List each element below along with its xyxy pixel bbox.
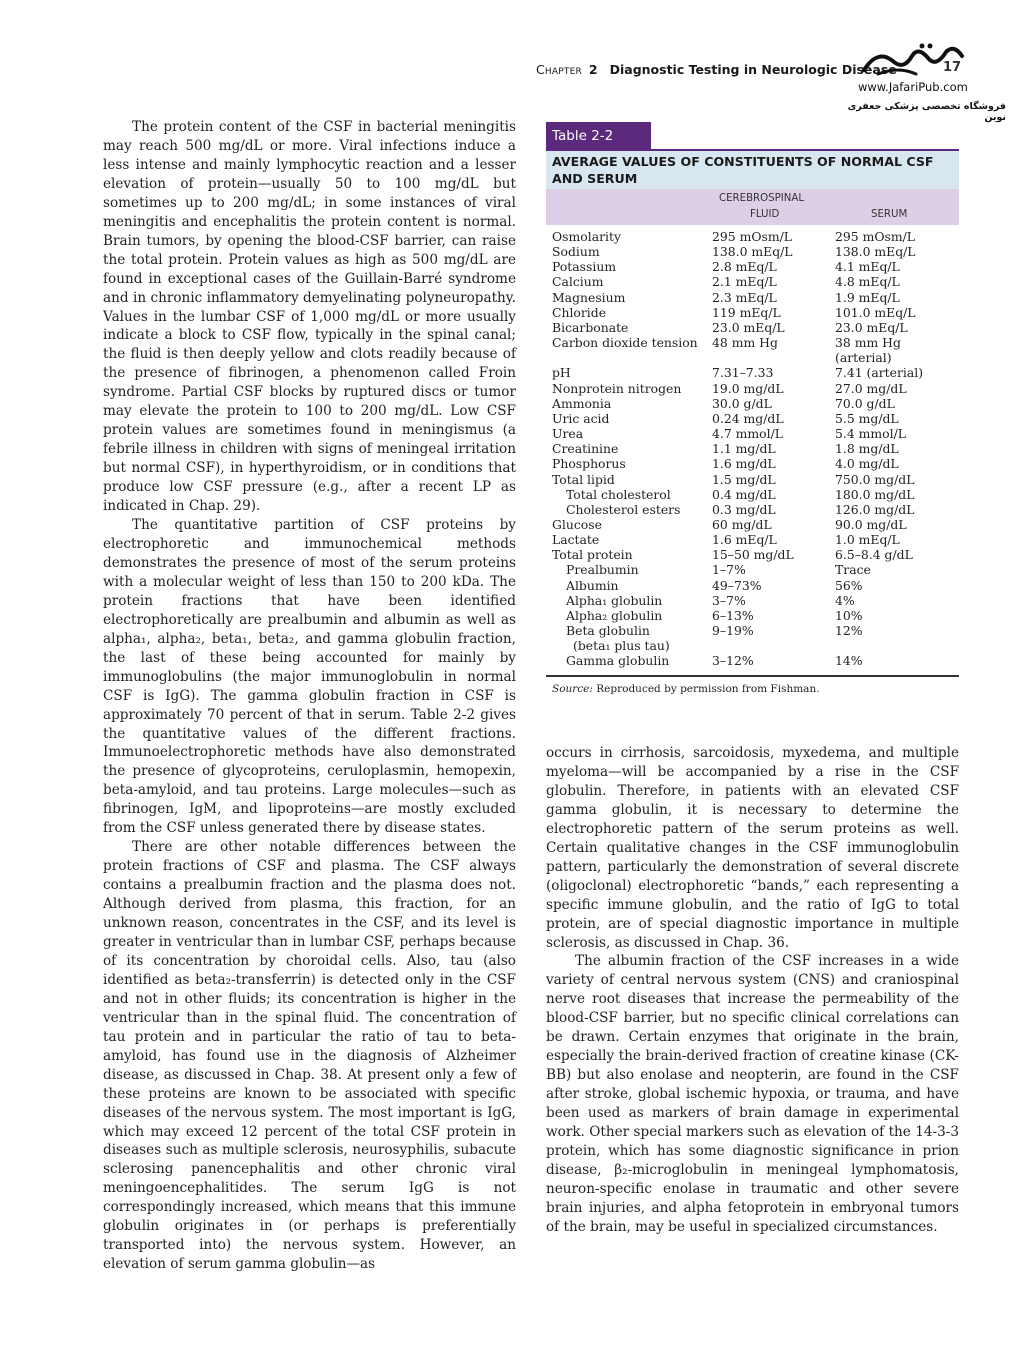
running-header <box>536 62 897 77</box>
page-number: 17 <box>943 60 962 75</box>
table-row <box>546 456 959 471</box>
table-row <box>546 638 959 653</box>
watermark-url: www.JafariPub.com <box>858 80 968 94</box>
serum-value: 1.9 mEq/L <box>835 289 900 305</box>
serum-value: 750.0 mg/dL <box>835 471 915 487</box>
serum-value: 4.1 mEq/L <box>835 259 900 275</box>
row-label: Urea <box>552 426 584 442</box>
serum-value: 6.5–8.4 g/dL <box>835 547 913 563</box>
row-label: (beta₁ plus tau) <box>573 638 670 654</box>
table-row <box>546 274 959 289</box>
left-text-column <box>103 118 516 1274</box>
row-label: Potassium <box>552 259 617 275</box>
csf-value: 2.1 mEq/L <box>712 274 777 290</box>
table-row <box>546 396 959 411</box>
serum-value: 4% <box>835 592 855 608</box>
csf-value: 23.0 mEq/L <box>712 319 785 335</box>
table-row <box>546 593 959 608</box>
csf-value: 9–19% <box>712 623 754 639</box>
table-row <box>546 320 959 335</box>
table-row <box>546 578 959 593</box>
row-label: Albumin <box>566 577 619 593</box>
csf-value <box>712 638 835 653</box>
csf-value: 7.31–7.33 <box>712 365 774 381</box>
table-row <box>546 426 959 441</box>
table-row <box>546 472 959 487</box>
csf-value: 295 mOsm/L <box>712 229 793 244</box>
row-label: Glucose <box>552 516 602 532</box>
serum-value: 90.0 mg/dL <box>835 516 907 532</box>
serum-value <box>835 638 959 653</box>
header-serum: SERUM <box>871 209 908 220</box>
table-row <box>546 259 959 274</box>
serum-value: 101.0 mEq/L <box>835 304 916 320</box>
csf-value: 49–73% <box>712 577 762 593</box>
paragraph: occurs in cirrhosis, sarcoidosis, myxedema, and multiple myeloma—will be accompanied by a rise in the CSF globulin. Therefore, in patients with an elevated CSF gamma globulin, it is necessary to determine the electrophoretic pattern of the serum proteins as well. Certain qualitative changes in the CSF immunoglobulin pattern, particularly the demonstration of several discrete (oligoclonal) electrophoretic “bands,” each representing a specific immune globulin, and the ratio of IgG to total protein, are of special diagnostic importance in multiple sclerosis, as discussed in Chap. 36. <box>546 745 959 951</box>
row-label: Cholesterol esters <box>566 501 681 517</box>
row-label: Magnesium <box>552 289 626 305</box>
table-row <box>546 441 959 456</box>
row-label: Alpha₂ globulin <box>566 607 663 623</box>
table-row <box>546 305 959 320</box>
serum-value: 4.8 mEq/L <box>835 274 900 290</box>
row-label: pH <box>552 365 571 381</box>
row-label: Beta globulin <box>566 623 650 639</box>
serum-value: 1.0 mEq/L <box>835 532 900 548</box>
csf-value: 48 mm Hg <box>712 335 778 351</box>
row-label: Chloride <box>552 304 607 320</box>
csf-value: 1.1 mg/dL <box>712 441 776 457</box>
chapter-title: Diagnostic Testing in Neurologic Disease <box>609 62 897 77</box>
paragraph: The protein content of the CSF in bacterial meningitis may reach 500 mg/dL or more. Viral infections induce a less intense and mainly lymphocytic reaction and a lesser elevation of protein—usually 50 to 100 mg/dL but sometimes up to 200 mg/dL; in some instances of viral meningitis and encephalitis the protein content is normal. Brain tumors, by opening the blood-CSF barrier, can raise the total protein. Protein values as high as 500 mg/dL are found in exceptional cases of the Guillain-Barré syndrome and in chronic inflammatory demyelinating polyneuropathy. Values in the lumbar CSF of 1,000 mg/dL or more usually indicate a block to CSF flow, typically in the spinal canal; the fluid is then deeply yellow and clots readily because of the presence of fibrinogen, a phenomenon called Froin syndrome. Partial CSF blocks by ruptured discs or tumor may elevate the protein to 100 to 200 mg/dL. Low CSF protein values are sometimes found in meningismus (a febrile illness in children with signs of meningeal irritation but normal CSF), in hyperthyroidism, or in conditions that produce low CSF pressure (e.g., after a recent LP as indicated in Chap. 29). <box>103 119 516 515</box>
row-label: Gamma globulin <box>566 653 670 669</box>
table-source <box>546 683 959 695</box>
row-label: Uric acid <box>552 410 610 426</box>
row-label: Total cholesterol <box>566 486 671 502</box>
publisher-logo-icon <box>858 40 968 80</box>
row-label: Alpha₁ globulin <box>566 592 663 608</box>
serum-value: 10% <box>835 607 863 623</box>
paragraph: The albumin fraction of the CSF increases in a wide variety of central nervous system (CNS) and craniospinal nerve root diseases that increase the permeability of the blood-CSF barrier, but no specific clinical correlations can be drawn. Certain enzymes that originate in the brain, especially the brain-derived fraction of creatine kinase (CK-BB) but also enolase and neopterin, are found in the CSF after stroke, global ischemic hypoxia, or trauma, and have been used as markers of brain damage in experimental work. Other special markers such as elevation of the 14-3-3 protein, which has some diagnostic significance in prion disease, β₂-microglobulin in meningeal lymphomatosis, neuron-specific enolase in traumatic and other severe brain injuries, and alpha fetoprotein in embryonal tumors of the brain, may be useful in specialized circumstances. <box>546 953 959 1235</box>
csf-value: 4.7 mmol/L <box>712 426 783 442</box>
table-body <box>546 225 959 677</box>
row-label: Creatinine <box>552 441 619 457</box>
table-row <box>546 653 959 668</box>
csf-value: 60 mg/dL <box>712 516 772 532</box>
csf-value: 30.0 g/dL <box>712 395 772 411</box>
serum-value: 56% <box>835 577 863 593</box>
source-text: Reproduced by permission from Fishman. <box>592 682 820 695</box>
source-label: Source: <box>552 682 593 695</box>
csf-value: 15–50 mg/dL <box>712 547 794 563</box>
table-row <box>546 487 959 502</box>
table-row <box>546 547 959 562</box>
csf-value: 138.0 mEq/L <box>712 244 793 260</box>
serum-value: 4.0 mg/dL <box>835 456 899 472</box>
csf-value: 6–13% <box>712 607 754 623</box>
csf-value: 119 mEq/L <box>712 304 781 320</box>
table-label: Table 2-2 <box>546 122 651 149</box>
row-label: Carbon dioxide tension <box>552 335 698 351</box>
table-row <box>546 532 959 547</box>
paragraph: The quantitative partition of CSF proteins by electrophoretic and immunochemical methods demonstrates the presence of most of the serum proteins with a molecular weight of less than 150 to 200 kDa. The protein fractions that have been identified electrophoretically are prealbumin and albumin as well as alpha₁, alpha₂, beta₁, beta₂, and gamma globulin fraction, the last of these being accounted for mainly by immunoglobulins (the major immunoglobulin in normal CSF is IgG). The gamma globulin fraction in CSF is approximately 70 percent of that in serum. Table 2-2 gives the quantitative values of the different fractions. Immunoelectrophoretic methods have also demonstrated the presence of glycoproteins, ceruloplasmin, hemopexin, beta-amyloid, and tau proteins. Large molecules—such as fibrinogen, IgM, and lipoproteins—are mostly excluded from the CSF unless generated there by disease states. <box>103 517 516 837</box>
serum-value: 1.8 mg/dL <box>835 441 899 457</box>
csf-value: 2.3 mEq/L <box>712 289 777 305</box>
row-label: Nonprotein nitrogen <box>552 380 682 396</box>
serum-value: 27.0 mg/dL <box>835 380 907 396</box>
row-label: Total protein <box>552 547 633 563</box>
serum-value: 5.5 mg/dL <box>835 410 899 426</box>
csf-value: 1.6 mg/dL <box>712 456 776 472</box>
serum-value: Trace <box>835 562 871 578</box>
table-2-2 <box>546 122 959 695</box>
table-row <box>546 290 959 305</box>
header-csf-line2: FLUID <box>750 209 780 220</box>
csf-value: 2.8 mEq/L <box>712 259 777 275</box>
serum-value: 70.0 g/dL <box>835 395 895 411</box>
serum-value: 295 mOsm/L <box>835 229 916 244</box>
table-row <box>546 229 959 244</box>
serum-value: 14% <box>835 653 863 669</box>
serum-value: 138.0 mEq/L <box>835 244 916 260</box>
table-row <box>546 502 959 517</box>
serum-value: 23.0 mEq/L <box>835 319 908 335</box>
serum-value: 7.41 (arterial) <box>835 365 924 381</box>
serum-value: 12% <box>835 623 863 639</box>
csf-value: 0.3 mg/dL <box>712 501 776 517</box>
row-label: Bicarbonate <box>552 319 629 335</box>
table-row <box>546 335 959 365</box>
row-label: Total lipid <box>552 471 615 487</box>
watermark-persian: فروشگاه تخصصی پزشکی جعفری نوین <box>847 101 1006 123</box>
serum-value: 5.4 mmol/L <box>835 426 906 442</box>
table-row <box>546 244 959 259</box>
table-row <box>546 381 959 396</box>
table-row <box>546 365 959 380</box>
csf-value: 3–12% <box>712 653 754 669</box>
row-label: Phosphorus <box>552 456 626 472</box>
csf-value: 0.24 mg/dL <box>712 410 784 426</box>
table-row <box>546 562 959 577</box>
paragraph: There are other notable differences between the protein fractions of CSF and plasma. The CSF always contains a prealbumin fraction and the plasma does not. Although derived from plasma, this fraction, for an unknown reason, concentrates in the CSF, and its level is greater in ventricular than in lumbar CSF, perhaps because of its concentration by choroidal cells. Also, tau (also identified as beta₂-transferrin) is detected only in the CSF and not in other fluids; its concentration is higher in the ventricular than in the spinal fluid. The concentration of tau protein and in particular the ratio of tau to beta-amyloid, has found use in the diagnosis of Alzheimer disease, as discussed in Chap. 38. At present only a few of these proteins are known to be associated with specific diseases of the nervous system. The most important is IgG, which may exceed 12 percent of the total CSF protein in diseases such as multiple sclerosis, neurosyphilis, subacute sclerosing panencephalitis and other chronic viral meningoencephalitides. The serum IgG is not correspondingly increased, which means that this immune globulin originates in (or perhaps is preferentially transported into) the nervous system. However, an elevation of serum gamma globulin—as <box>103 839 516 1273</box>
chapter-number: 2 <box>588 62 598 77</box>
row-label: Osmolarity <box>552 229 621 244</box>
chapter-word: Chapter <box>536 62 582 77</box>
row-label: Prealbumin <box>566 562 639 578</box>
csf-value: 3–7% <box>712 592 746 608</box>
serum-value: 38 mm Hg (arterial) <box>835 335 901 366</box>
row-label: Lactate <box>552 532 600 548</box>
row-label: Calcium <box>552 274 604 290</box>
table-title: AVERAGE VALUES OF CONSTITUENTS OF NORMAL CSF AND SERUM <box>546 149 959 189</box>
row-label: Ammonia <box>552 395 612 411</box>
csf-value: 0.4 mg/dL <box>712 486 776 502</box>
right-text-column <box>546 744 959 1237</box>
csf-value: 1.6 mEq/L <box>712 532 777 548</box>
row-label: Sodium <box>552 244 600 260</box>
serum-value: 126.0 mg/dL <box>835 501 915 517</box>
header-csf-line1: CEREBROSPINAL <box>719 193 805 204</box>
table-row <box>546 623 959 638</box>
table-row <box>546 411 959 426</box>
csf-value: 1.5 mg/dL <box>712 471 776 487</box>
table-row <box>546 517 959 532</box>
serum-value: 180.0 mg/dL <box>835 486 915 502</box>
csf-value: 19.0 mg/dL <box>712 380 784 396</box>
table-row <box>546 608 959 623</box>
csf-value: 1–7% <box>712 562 746 578</box>
table-header <box>546 189 959 225</box>
